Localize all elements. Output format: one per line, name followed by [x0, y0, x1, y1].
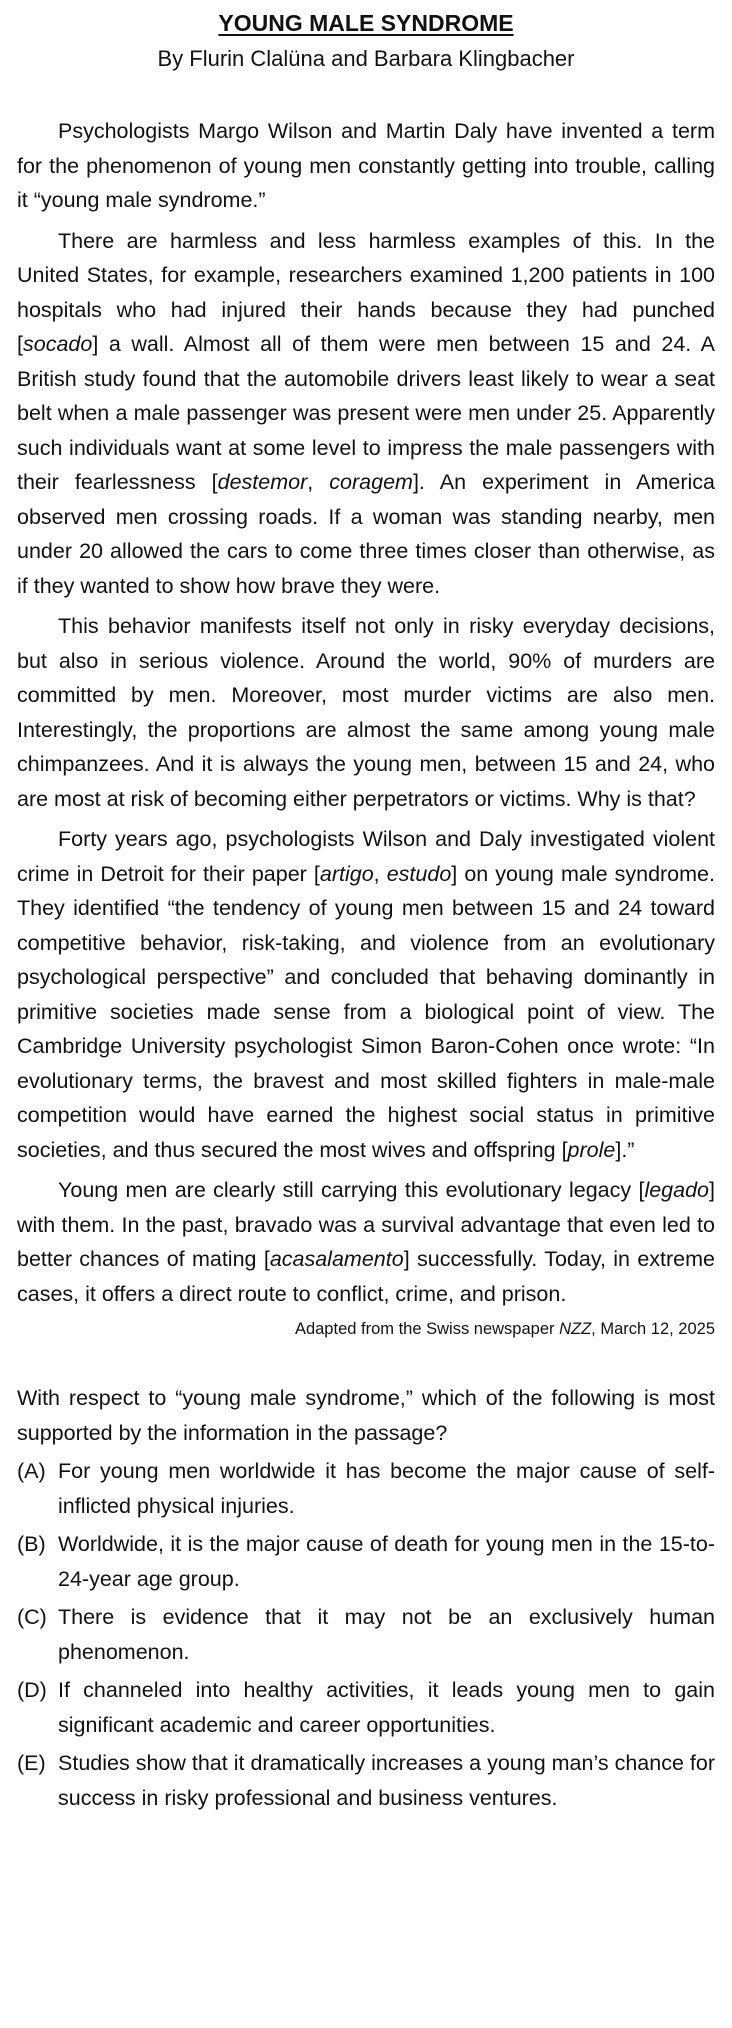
option-text: There is evidence that it may not be an exclusively human phenomenon. — [58, 1605, 715, 1664]
glossed-term: destemor — [217, 470, 308, 494]
answer-options — [17, 1454, 715, 1815]
answer-option-a[interactable] — [17, 1454, 715, 1523]
article-paragraph — [17, 609, 715, 816]
glossed-term: estudo — [386, 861, 452, 886]
paragraph-text: , — [307, 470, 330, 494]
article-paragraph — [17, 1173, 715, 1311]
paragraph-text: Forty years ago, psychologists Wilson and Daly investigated violent crime in Detroit for their paper [ — [17, 827, 715, 886]
article-paragraph — [17, 822, 715, 1167]
option-letter: (E) — [17, 1751, 46, 1775]
article-paragraph — [17, 114, 715, 218]
paragraph-text: ] successfully. Today, in extreme cases, it offers a direct route to conflict, crime, and prison. — [17, 1247, 716, 1306]
glossed-term: coragem — [329, 470, 413, 494]
answer-option-d[interactable] — [17, 1673, 715, 1742]
paragraph-text: , — [373, 861, 387, 886]
glossed-term: prole — [567, 1137, 616, 1162]
glossed-term: legado — [644, 1178, 710, 1202]
paragraph-text: Young men are clearly still carrying this evolutionary legacy [ — [58, 1178, 645, 1202]
paragraph-text: There are harmless and less harmless examples of this. In the United States, for example, researchers examined 1,200 patients in 100 hospitals who had injured their hands because they had punched [ — [17, 228, 715, 356]
paragraph-text: This behavior manifests itself not only in risky everyday decisions, but also in serious violence. Around the world, 90% of murders are committed by men. Moreover, most murder victims are also men. Interestingly, the proportions are almost the same among young male chimpanzees. And it is always the young men, between 15 and 24, who are most at risk of becoming either perpetrators or victims. Why is that? — [17, 614, 715, 811]
glossed-term: artigo — [319, 861, 374, 886]
answer-option-e[interactable] — [17, 1746, 715, 1815]
question-stem: With respect to “young male syndrome,” which of the following is most supported by the information in the passage? — [17, 1386, 715, 1445]
answer-option-c[interactable] — [17, 1600, 715, 1669]
paragraph-text: ] a wall. Almost all of them were men between 15 and 24. A British study found that the automobile drivers least likely to wear a seat belt when a male passenger was present were men under 25. Apparently such individuals want at some level to impress the male passengers with their fearlessness [ — [17, 332, 715, 494]
option-text: Studies show that it dramatically increases a young man’s chance for success in risky professional and business ventures. — [58, 1751, 715, 1810]
answer-option-b[interactable] — [17, 1527, 715, 1596]
source-date: , March 12, 2025 — [591, 1320, 715, 1338]
glossed-term: socado — [22, 332, 93, 356]
article-byline: By Flurin Clalüna and Barbara Klingbacher — [157, 46, 575, 71]
paragraph-text: ] with them. In the past, bravado was a survival advantage that even led to better chances of mating [ — [17, 1178, 715, 1271]
option-letter: (D) — [17, 1678, 47, 1702]
paragraph-text: ] on young male syndrome. They identified “the tendency of young men between 15 and 24 toward competitive behavior, risk-taking, and violence from an evolutionary psychological perspective” and concluded that behaving dominantly in primitive societies made sense from a biological point of view. The Cambridge University psychologist Simon Baron-Cohen once wrote: “In evolutionary terms, the bravest and most skilled fighters in male-male competition would have earned the highest social status in primitive societies, and thus secured the most wives and offspring [ — [17, 861, 715, 1162]
source-citation — [17, 1317, 715, 1341]
source-newspaper: NZZ — [559, 1320, 592, 1338]
option-text: Worldwide, it is the major cause of death for young men in the 15-to-24-year age group. — [58, 1532, 715, 1591]
article-body — [17, 114, 715, 1311]
paragraph-text: ].” — [615, 1137, 635, 1162]
paragraph-text: ]. An experiment in America observed men crossing roads. If a woman was standing nearby, men under 20 allowed the cars to come three times closer than otherwise, as if they wanted to show how brave they were. — [17, 470, 715, 598]
option-text: For young men worldwide it has become the major cause of self-inflicted physical injuries. — [58, 1459, 715, 1518]
source-prefix: Adapted from the Swiss newspaper — [294, 1320, 560, 1338]
option-letter: (B) — [17, 1532, 46, 1556]
option-text: If channeled into healthy activities, it leads young men to gain significant academic and career opportunities. — [58, 1678, 715, 1737]
option-letter: (A) — [17, 1459, 46, 1483]
article-title: YOUNG MALE SYNDROME — [218, 10, 514, 36]
article-paragraph — [17, 224, 715, 604]
option-letter: (C) — [17, 1605, 47, 1629]
glossed-term: acasalamento — [269, 1247, 404, 1271]
paragraph-text: Psychologists Margo Wilson and Martin Daly have invented a term for the phenomenon of young men constantly getting into trouble, calling it “young male syndrome.” — [17, 119, 715, 212]
